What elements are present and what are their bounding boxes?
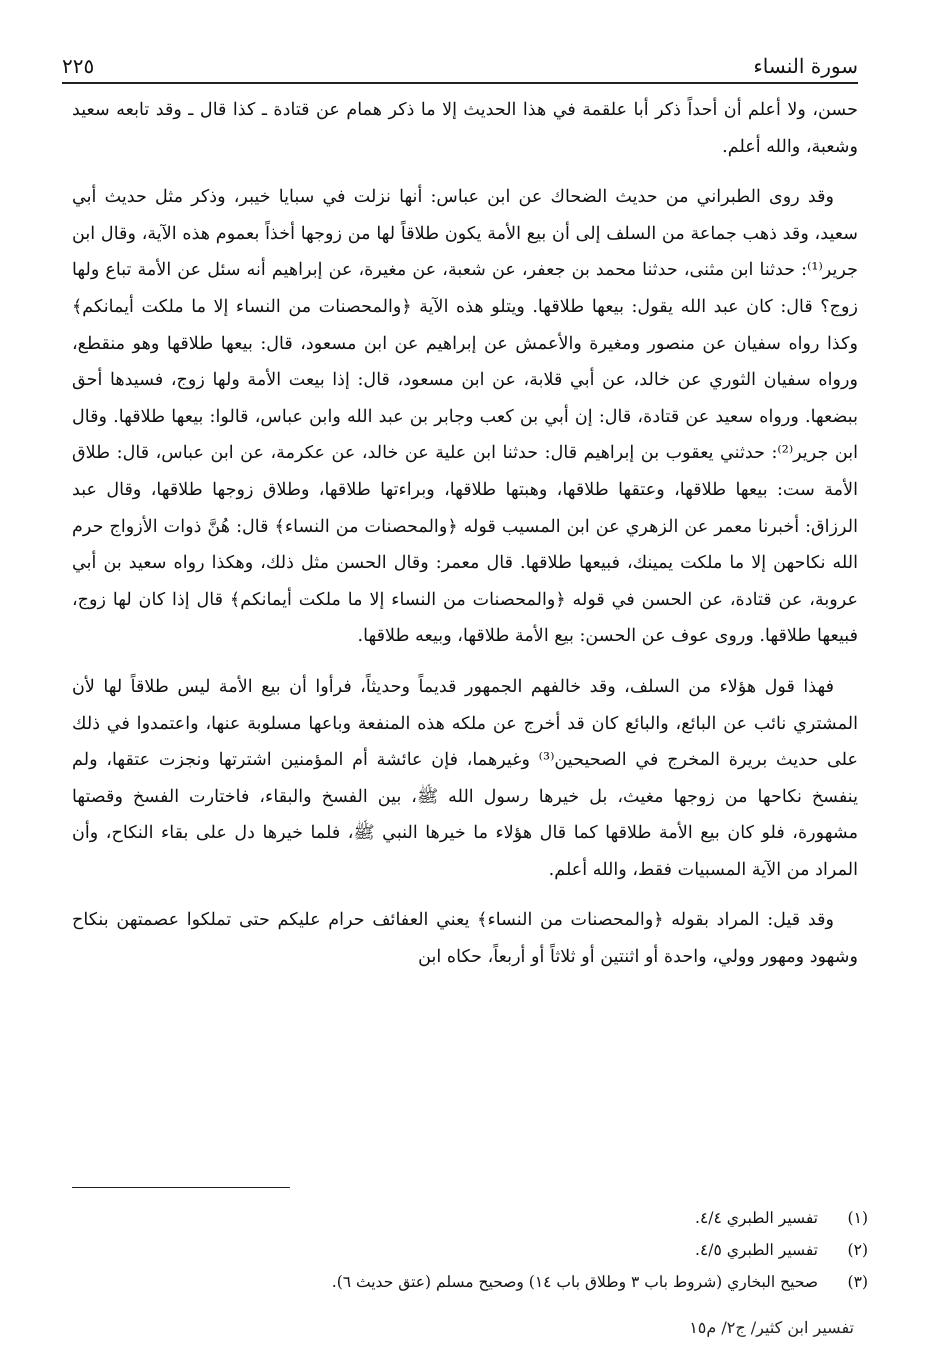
- footnote-number: (٣): [847, 1273, 868, 1291]
- surah-title: سورة النساء: [753, 54, 858, 78]
- footnote: [72, 1202, 868, 1234]
- footnote-text: تفسير الطبري ٤/٥.: [695, 1241, 818, 1259]
- footnote-divider: [72, 1187, 290, 1188]
- paragraph: حسن، ولا أعلم أن أحداً ذكر أبا علقمة في هذا الحديث إلا ما ذكر همام عن قتادة ـ كذا قال ـ وقد تابعه سعيد وشعبة، والله أعلم.: [72, 100, 858, 157]
- running-header: [62, 46, 858, 84]
- footnote-text: صحيح البخاري (شروط باب ٣ وطلاق باب ١٤) وصحيح مسلم (عتق حديث ٦).: [331, 1273, 818, 1291]
- paragraph: فهذا قول هؤلاء من السلف، وقد خالفهم الجمهور قديماً وحديثاً، فرأوا أن بيع الأمة ليس طلاقاً لها لأن المشتري نائب عن البائع، والبائع كان قد أخرج عن ملكه هذه المنفعة وباعها مسلوبة عنها، واعتمدوا في ذلك على حديث بريرة المخرج في الصحيحين⁽³⁾ وغيرهما، فإن عائشة أم المؤمنين اشترتها ونجزت عتقها، ولم ينفسخ نكاحها من زوجها مغيث، بل خيرها رسول الله ﷺ، بين الفسخ والبقاء، فاختارت الفسخ وقصتها مشهورة، فلو كان بيع الأمة طلاقها كما قال هؤلاء ما خيرها النبي ﷺ، فلما خيرها دل على بقاء النكاح، وأن المراد من الآية المسبيات فقط، والله أعلم.: [72, 676, 858, 880]
- signature-footer: تفسير ابن كثير/ ج٢/ م١٥: [689, 1318, 854, 1337]
- page-number: ٢٢٥: [62, 54, 95, 78]
- footnote: [72, 1234, 868, 1266]
- main-text: [72, 92, 858, 990]
- paragraph: وقد روى الطبراني من حديث الضحاك عن ابن عباس: أنها نزلت في سبايا خيبر، وذكر مثل حديث أبي سعيد، وقد ذهب جماعة من السلف إلى أن بيع الأمة يكون طلاقاً لها من زوجها أخذاً بعموم هذه الآية، وقال ابن جرير⁽¹⁾: حدثنا ابن مثنى، حدثنا محمد بن جعفر، عن شعبة، عن مغيرة، عن إبراهيم أنه سئل عن الأمة تباع ولها زوج؟ قال: كان عبد الله يقول: بيعها طلاقها. ويتلو هذه الآية ﴿والمحصنات من النساء إلا ما ملكت أيمانكم﴾ وكذا رواه سفيان عن منصور ومغيرة والأعمش عن إبراهيم عن ابن مسعود، قال: بيعها طلاقها وهو منقطع، ورواه سفيان الثوري عن خالد، عن أبي قلابة، عن ابن مسعود، قال: إذا بيعت الأمة ولها زوج، فسيدها أحق ببضعها. ورواه سعيد عن قتادة، قال: إن أبي بن كعب وجابر بن عبد الله وابن عباس، قالوا: بيعها طلاقها. وقال ابن جرير⁽²⁾: حدثني يعقوب بن إبراهيم قال: حدثنا ابن علية عن خالد، عن عكرمة، عن ابن عباس، قال: طلاق الأمة ست: بيعها طلاقها، وعتقها طلاقها، وهبتها طلاقها، وبراءتها طلاقها، وطلاق زوجها طلاقها، وقال عبد الرزاق: أخبرنا معمر عن الزهري عن ابن المسيب قوله ﴿والمحصنات من النساء﴾ قال: هُنَّ ذوات الأزواج حرم الله نكاحهن إلا ما ملكت يمينك، فبيعها طلاقها. قال معمر: وقال الحسن مثل ذلك، وهكذا رواه سعيد بن أبي عروبة، عن قتادة، عن الحسن في قوله ﴿والمحصنات من النساء إلا ما ملكت أيمانكم﴾ قال إذا كان لها زوج، فبيعها طلاقها. وروى عوف عن الحسن: بيع الأمة طلاقها، وبيعه طلاقها.: [72, 187, 858, 647]
- footnote: [72, 1266, 868, 1298]
- footnote-number: (٢): [847, 1241, 868, 1259]
- footnote-number: (١): [847, 1209, 868, 1227]
- paragraph: وقد قيل: المراد بقوله ﴿والمحصنات من النساء﴾ يعني العفائف حرام عليكم حتى تملكوا عصمتهن بنكاح وشهود ومهور وولي، واحدة أو اثنتين أو ثلاثاً أو أربعاً، حكاه ابن: [72, 910, 858, 968]
- footnotes: [72, 1202, 868, 1298]
- footnote-text: تفسير الطبري ٤/٤.: [695, 1209, 818, 1227]
